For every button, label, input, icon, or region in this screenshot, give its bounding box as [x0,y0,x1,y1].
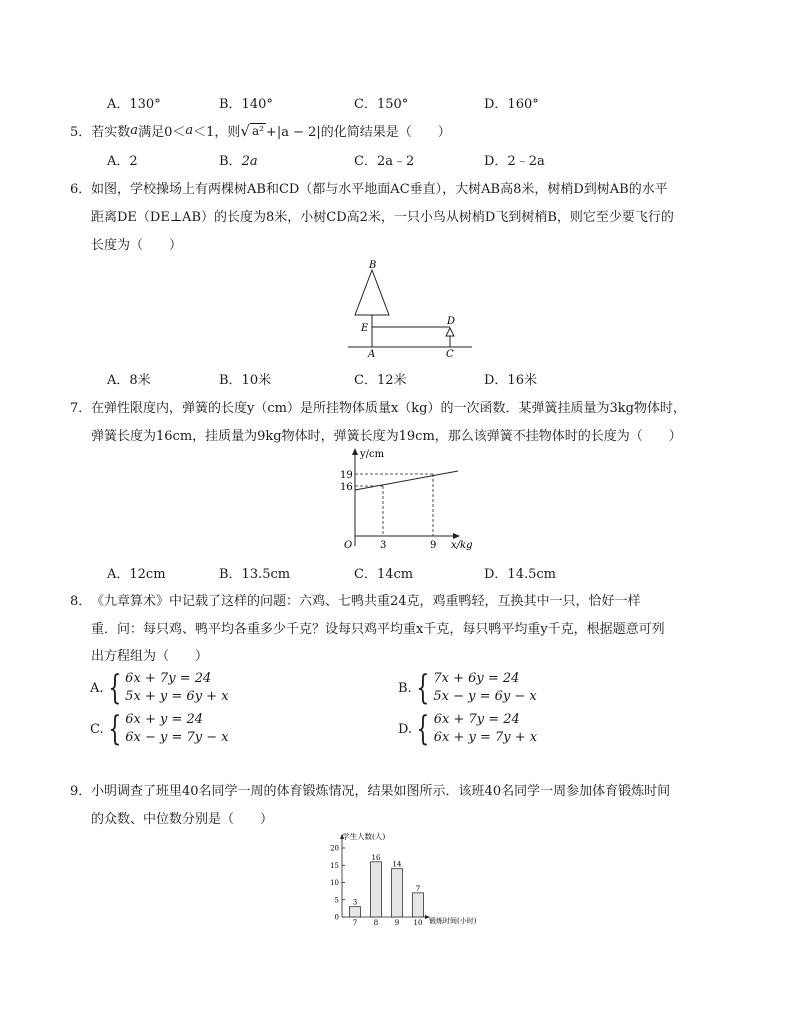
y-axis-label: y/cm [360,449,385,460]
q7-function-graph [330,444,480,556]
label-a: A [368,349,376,360]
q8-line-2: 重．问：每只鸡、鸭平均各重多少千克？设每只鸡平均重x千克，每只鸭平均重y千克，根据题意可列 [91,622,665,637]
q7-number: 7． [70,401,92,416]
label-c: C [446,349,454,360]
q5-option-d: D．2﹣2a [484,154,545,169]
y-tick-label: 15 [330,861,339,870]
q9-line-1: 小明调查了班里40名同学一周的体育锻炼情况，结果如图所示．该班40名同学一周参加体育锻炼时间 [91,784,671,799]
q6-option-d: D．16米 [484,373,537,388]
q5-text-c: ＜1，则 [193,125,241,140]
q5-number: 5． [70,125,92,140]
q5-option-a: A．2 [107,154,138,169]
q5-text-d: +|a − 2|的化简结果是（ ） [265,125,451,140]
brace-icon: { [107,709,121,749]
bar-data-label: 14 [392,860,402,869]
q6-option-a: A．8米 [107,373,151,388]
q6-number: 6． [70,182,92,197]
q5-question [70,121,451,140]
bar [371,862,382,917]
y-tick-label: 20 [330,844,339,853]
q5-option-c: C．2a﹣2 [354,154,415,169]
q7-option-b: B．13.5cm [219,567,291,582]
q8-line-1: 《九章算术》中记载了这样的问题：六鸡、七鸭共重24克，鸡重鸭轻，互换其中一只，恰好一样 [91,594,641,609]
q9-bar-chart [318,828,498,932]
q8-option-d: D. { 6x + 7y = 24 6x + y = 7y + x [398,709,538,749]
q8-number: 8． [70,594,92,609]
y-axis-arrow-icon [352,448,358,455]
bar-data-label: 16 [371,853,381,862]
x-tick-3: 3 [380,540,387,551]
q7-option-d: D．14.5cm [484,567,556,582]
brace-icon: { [107,668,121,708]
brace-icon: { [416,668,429,708]
x-axis-label: x/kg [451,540,473,551]
q7-option-a: A．12cm [107,567,166,582]
q8-option-c: C. { 6x + y = 24 6x − y = 7y − x [90,709,229,749]
label-b: B [369,260,377,271]
q5-option-b: B．2a [219,154,258,169]
label-d: D [447,316,456,327]
q9-line-2: 的众数、中位数分别是（ ） [91,812,274,827]
origin-label: O [344,540,353,551]
bar [413,893,424,917]
bar-data-label: 7 [415,884,421,893]
q6-option-c: C．12米 [354,373,407,388]
q9-number: 9． [70,784,92,799]
x-tick-label: 10 [413,919,423,927]
label-e: E [361,323,369,334]
q7-option-c: C．14cm [354,567,414,582]
q5-text-a: 若实数 [91,125,131,140]
q6-line-3: 长度为（ ） [91,238,183,253]
y-tick-16: 16 [340,482,353,493]
q8-line-3: 出方程组为（ ） [91,649,209,664]
x-axis-label: 锻炼时间(小时) [429,917,477,925]
sqrt-icon: √ [240,121,250,140]
x-axis-arrow-icon [453,533,460,539]
brace-icon: { [416,709,430,749]
q5-text-b: 满足0＜ [138,125,186,140]
q5-sqrt-expr: a² [251,124,264,138]
y-tick-label: 5 [334,896,339,905]
q7-line-2: 弹簧长度为16cm，挂质量为9kg物体时，弹簧长度为19cm，那么该弹簧不挂物体时的长度为（ ） [91,429,682,444]
x-tick-9: 9 [430,540,437,551]
x-tick-label: 8 [373,919,379,927]
y-tick-label: 10 [330,879,339,887]
q8-option-a: A. { 6x + 7y = 24 5x + y = 6y + x [90,668,229,708]
q4-option-d: D．160° [484,97,539,112]
q8-option-b: B. { 7x + 6y = 24 5x − y = 6y − x [398,668,537,708]
q4-option-c: C．150° [354,97,409,112]
y-tick-label: 0 [334,913,339,922]
x-tick-label: 7 [352,919,358,927]
q4-option-b: B．140° [219,97,273,112]
q6-line-1: 如图，学校操场上有两棵树AB和CD（都与水平地面AC垂直），大树AB高8米，树梢D到树AB的水平 [91,182,668,197]
small-tree-crown [446,328,454,336]
q7-line-1: 在弹性限度内，弹簧的长度y（cm）是所挂物体质量x（kg）的一次函数．某弹簧挂质量为3kg物体时， [91,401,686,416]
bar [350,907,361,917]
q6-line-2: 距离DE（DE⊥AB）的长度为8米，小树CD高2米，一只小鸟从树梢D飞到树梢B，则它至少要飞行的 [91,210,674,225]
q5-var-a2: a [185,123,194,138]
y-tick-19: 19 [340,470,353,481]
bar [392,869,403,917]
q4-option-a: A．130° [107,97,161,112]
q6-option-b: B．10米 [219,373,272,388]
big-tree-crown [355,270,389,315]
q6-tree-figure [340,256,480,362]
bar-data-label: 3 [352,898,358,907]
x-tick-label: 9 [394,919,400,927]
q5-var-a: a [130,123,139,138]
y-axis-label: 学生人数(人) [342,832,386,841]
